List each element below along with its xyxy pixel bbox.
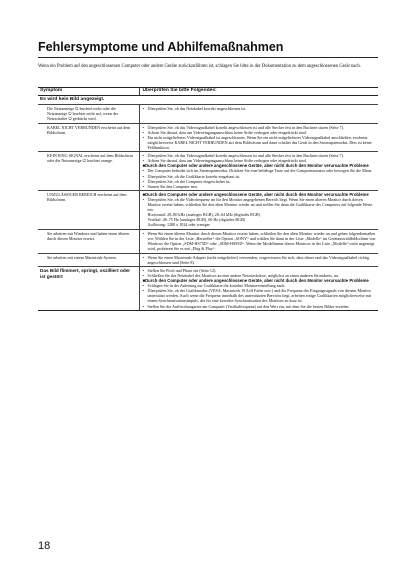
check-cell: [139, 123, 378, 152]
table-row: [38, 253, 378, 267]
symptom-cell: Sie arbeiten mit Windows und haben einen älteren durch diesen Monitor ersetzt.: [38, 229, 139, 253]
group-heading: ■Durch den Computer oder andere angeschlossene Geräte, aber nicht durch den Monitor verursachte Probleme: [142, 163, 369, 169]
table-row: [38, 152, 378, 191]
symptom-cell: Die Netzanzeige ⏻ leuchtet nicht oder die Netzanzeige ⏻ leuchtet nicht auf, wenn der Netzschalter ⏻ gedrückt wird.: [38, 105, 139, 124]
spec-line: Vertikal: 48–75 Hz (analoges RGB), 60 Hz (digitales RGB): [147, 217, 246, 223]
table-row: [38, 229, 378, 253]
check-item: • Der Computer befindet sich im Stromsparmodus. Drücken Sie eine beliebige Taste auf der Computertastatur oder bewegen Sie die Maus.: [143, 168, 377, 173]
check-cell: [139, 152, 378, 191]
section-heading-row: [38, 96, 378, 105]
table-row: [38, 123, 378, 152]
check-item: • Überprüfen Sie, ob die Grafikkarte korrekt eingebaut ist.: [143, 174, 377, 179]
column-header-check: Überprüfen Sie bitte Folgendes:: [139, 88, 378, 96]
check-cell: [139, 191, 378, 230]
check-item: • Überprüfen Sie, ob die Videofrequenz im für den Monitor angegebenen Bereich liegt. Wenn Sie einen älteren Monitor durch diesen Monitor ersetzt haben, schließen Sie den alten Monitor wieder an und stellen Sie dann die Grafikkarte des Computers auf folgende Werte ein:: [143, 197, 377, 212]
table-row: [38, 105, 378, 124]
check-item: • Achten Sie darauf, dass am Videoeingangsanschluss keine Stifte verbogen oder eingedrückt sind.: [143, 130, 377, 135]
symptom-cell: KEIN EING SIGNAL erscheint auf dem Bildschirm oder die Netzanzeige ⏻ leuchtet orange.: [38, 152, 139, 191]
symptom-cell: Sie arbeiten mit einem Macintosh-System.: [38, 253, 139, 267]
check-item: • Stellen Sie die Auffrischungsrate am Computer (Vertikalfrequenz) auf den Wert ein, mit dem Sie die besten Bilder erzielen.: [143, 304, 377, 309]
check-item: • Schließen Sie das Netzkabel des Monitors an eine andere Netzsteckdose, möglichst an einen anderen Stromkreis, an.: [143, 273, 377, 278]
check-cell: [139, 253, 378, 267]
check-item: • Überprüfen Sie, ob das Netzkabel korrekt angeschlossen ist.: [143, 106, 377, 111]
section-heading-no-picture: Es wird kein Bild angezeigt.: [38, 96, 378, 105]
check-item: • Überprüfen Sie, ob der Computer eingeschaltet ist.: [143, 179, 377, 184]
check-item: • Ein nicht mitgeliefertes Videosignalkabel ist angeschlossen. Wenn Sie ein nicht mitgeliefertes Videosignalkabel anschließen, erscheint möglicherweise KABEL NICHT VERBUNDEN auf dem Bildschirm und dann schaltet das Gerät in den Stromsparmodus. Dies ist keine Fehlfunktion.: [143, 135, 377, 150]
symptom-cell: UNZULÄSSIGER BEREICH erscheint auf dem Bildschirm.: [38, 191, 139, 230]
group-heading: ■Durch den Computer oder andere angeschlossene Geräte, aber nicht durch den Monitor verursachte Probleme: [142, 278, 369, 284]
table-row: [38, 267, 378, 311]
symptom-cell: KABEL NICHT VERBUNDEN erscheint auf dem Bildschirm.: [38, 123, 139, 152]
check-item: • Stellen Sie Pitch und Phase ein (Seite 12).: [143, 268, 377, 273]
check-item: • Wenn Sie einen älteren Monitor durch diesen Monitor ersetzt haben, schließen Sie den alten Monitor wieder an und gehen folgendermaßen vor: Wählen Sie in der Liste „Hersteller“ die Option „SONY“ und wählen Sie dann in der Liste „Modelle“ im Gerätauswahlbildschirm von Windows die Option „SDM-HS75D“ oder „SDM-HS95D“. Wenn der Modellname dieses Monitors in der Liste „Modelle“ nicht angezeigt wird, probieren Sie es mit „Plug & Play“.: [143, 231, 377, 251]
group-heading: ■Durch den Computer oder andere angeschlossene Geräte, aber nicht durch den Monitor verursachte Probleme: [142, 192, 369, 198]
spec-line: Horizontal: 28–80 kHz (analoges RGB), 28–64 kHz (digitales RGB): [147, 212, 260, 218]
column-header-symptom: Symptom: [38, 88, 139, 96]
spec-line: Auflösung: 1280 x 1024 oder weniger: [147, 222, 210, 228]
check-item: • Schlagen Sie in der Anleitung zur Grafikkarte die korrekte Monitoreinstellung nach.: [143, 283, 377, 288]
table-header: [38, 88, 378, 96]
check-item: • Achten Sie darauf, dass am Videoeingangsanschluss keine Stifte verbogen oder eingedrückt sind.: [143, 158, 377, 163]
check-item: • Überprüfen Sie, ob das Videosignalkabel korrekt angeschlossen ist und alle Stecker fest in den Buchsen sitzen (Seite 7).: [143, 153, 377, 158]
page-title: Fehlersymptome und Abhilfemaßnahmen: [38, 40, 378, 58]
check-cell: [139, 267, 378, 311]
check-item: • Wenn Sie einen Macintosh-Adapter (nicht mitgeliefert) verwenden, vergewissern Sie sich, dass dieser und das Videosignalkabel richtig angeschlossen sind (Seite 8).: [143, 255, 377, 265]
troubleshooting-table: [38, 87, 378, 311]
intro-text: Wenn ein Problem auf den angeschlossenen Computer oder andere Geräte zurückzuführen ist, schlagen Sie bitte in der Dokumentation zu dem angeschlossenen Gerät nach.: [38, 64, 361, 69]
check-cell: [139, 229, 378, 253]
check-item: • Überprüfen Sie, ob das Videosignalkabel korrekt angeschlossen ist und alle Stecker fest in den Buchsen sitzen (Seite 7).: [143, 125, 377, 130]
check-item: • Starten Sie den Computer neu.: [143, 184, 377, 189]
symptom-cell: Das Bild flimmert, springt, oszilliert oder ist gestört: [38, 267, 139, 311]
check-item: • Überprüfen Sie, ob der Grafikmodus (VESA, Macintosh 19 Zoll Farbe usw.) und die Frequenz des Eingangssignals von diesem Monitor unterstützt werden. Auch wenn die Frequenz innerhalb des unterstützten Bereichs liegt, arbeiten einige Grafikkarten möglicherweise mit einem Synchronisationsimpuls, der für eine korrekte Synchronisation des Monitors zu kurz ist.: [143, 288, 377, 303]
check-cell: [139, 105, 378, 124]
table-row: [38, 191, 378, 230]
page-number: 18: [38, 540, 51, 552]
